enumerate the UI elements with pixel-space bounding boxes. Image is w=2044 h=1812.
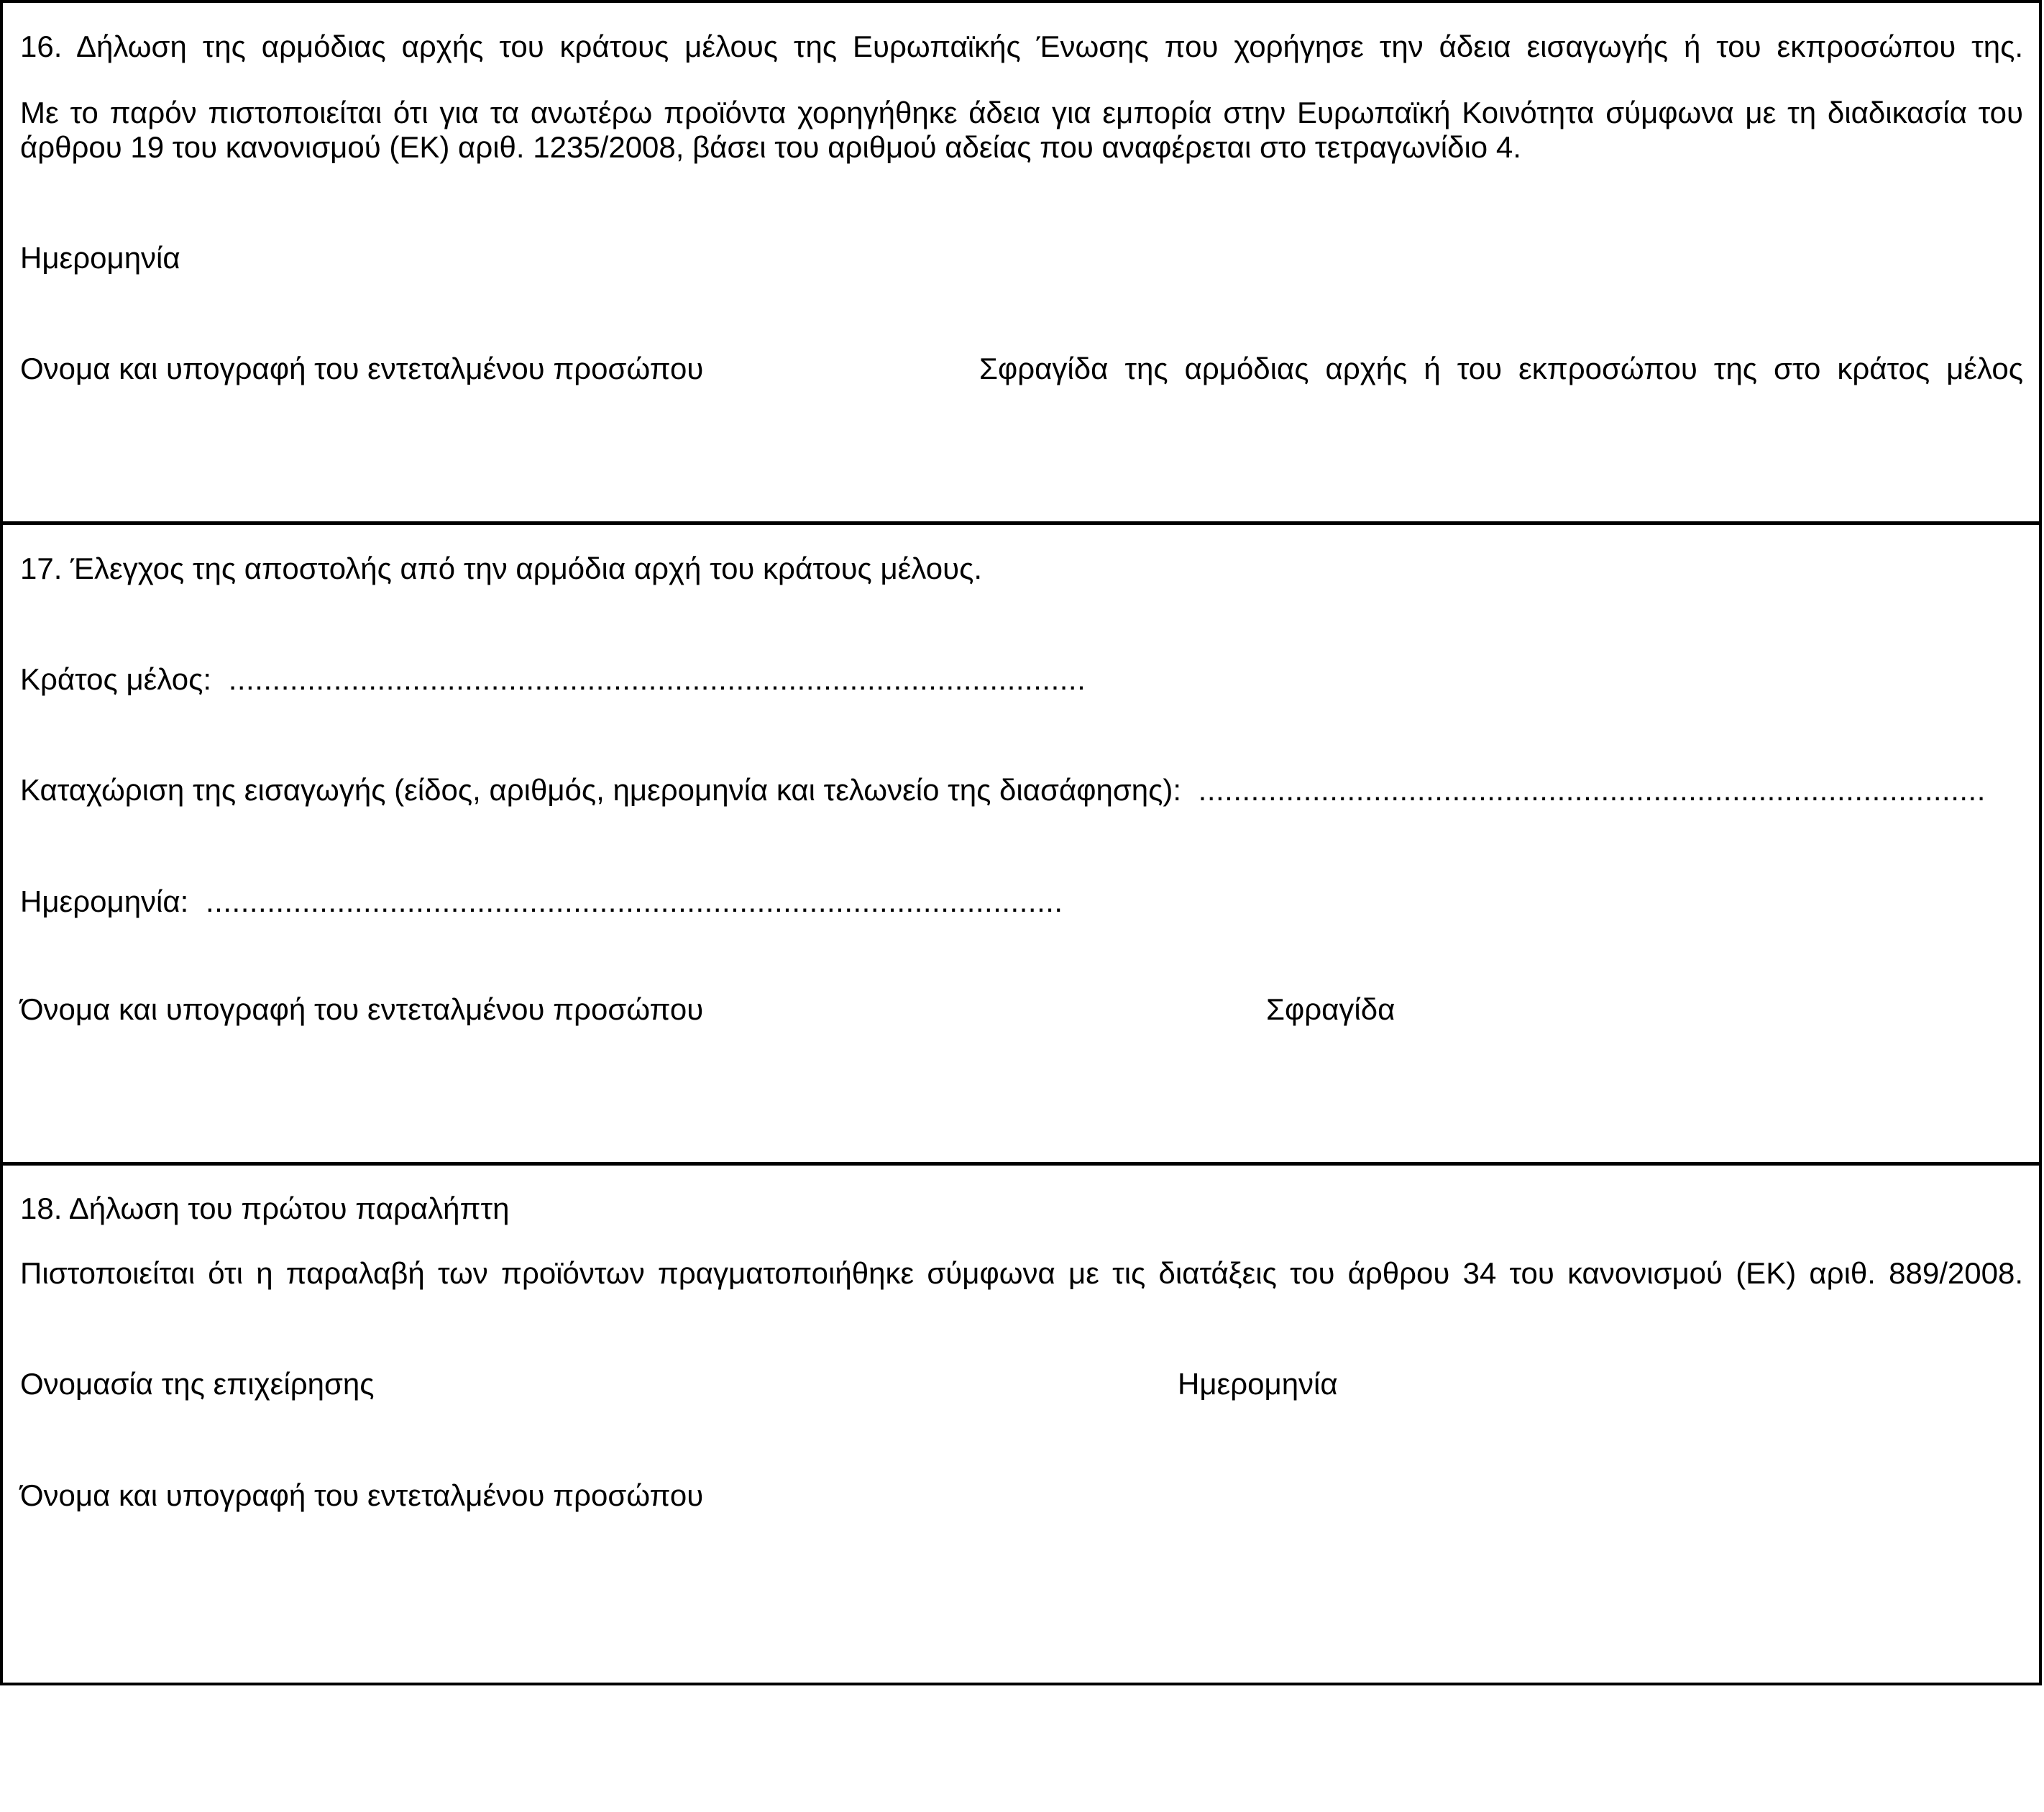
section-16-name-signature-label: Ονομα και υπογραφή του εντεταλμένου προσώπου <box>20 352 704 385</box>
section-18-statement: Πιστοποιείται ότι η παραλαβή των προϊόντων πραγματοποιήθηκε σύμφωνα με τις διατάξεις του άρθρου 34 του κανονισμού (ΕΚ) αριθ. 889/2008. <box>20 1256 2023 1290</box>
section-17-date-label: Ημερομηνία: <box>20 884 189 918</box>
import-registration-label: Καταχώριση της εισαγωγής (είδος, αριθμός, ημερομηνία και τελωνείο της διασάφησης): <box>20 773 1181 807</box>
section-17-stamp-label: Σφραγίδα <box>1266 992 1395 1026</box>
section-17-import-registration-row <box>20 772 1986 808</box>
section-18-name-signature-label: Όνομα και υπογραφή του εντεταλμένου προσώπου <box>20 1478 704 1512</box>
section-18-date-label: Ημερομηνία <box>1178 1367 1338 1401</box>
section-18-company-name-label: Ονομασία της επιχείρησης <box>20 1367 375 1401</box>
section-17-member-state-row <box>20 662 1086 697</box>
section-16-paragraph-line-1: Με το παρόν πιστοποιείται ότι για τα ανωτέρω προϊόντα χορηγήθηκε άδεια για εμπορία στην Ευρωπαϊκή Κοινότητα σύμφωνα με τη διαδικασία του <box>20 96 2023 129</box>
member-state-label: Κράτος μέλος: <box>20 662 212 696</box>
section-16-stamp-label: Σφραγίδα της αρμόδιας αρχής ή του εκπροσώπου της στο κράτος μέλος <box>979 352 2023 385</box>
section-18-title: 18. Δήλωση του πρώτου παραλήπτη <box>20 1191 510 1225</box>
section-16-title: 16. Δήλωση της αρμόδιας αρχής του κράτους μέλους της Ευρωπαϊκής Ένωσης που χορήγησε την άδεια εισαγωγής ή του εκπροσώπου της. <box>20 29 2023 63</box>
import-registration-field[interactable]: .......................................................................................... <box>1198 773 1986 807</box>
section-17-title: 17. Έλεγχος της αποστολής από την αρμόδια αρχή του κράτους μέλους. <box>20 552 982 585</box>
section-17-name-signature-label: Όνομα και υπογραφή του εντεταλμένου προσώπου <box>20 992 704 1026</box>
section-17-date-row <box>20 884 1063 920</box>
section-17-date-field[interactable]: .................................................................................................. <box>206 884 1063 918</box>
member-state-field[interactable]: .................................................................................................. <box>228 662 1086 696</box>
section-divider <box>0 1162 2042 1166</box>
section-16-date-label: Ημερομηνία <box>20 241 180 275</box>
section-16-paragraph-line-2: άρθρου 19 του κανονισμού (ΕΚ) αριθ. 1235/2008, βάσει του αριθμού αδείας που αναφέρεται στο τετραγωνίδιο 4. <box>20 130 1521 164</box>
section-divider <box>0 521 2042 525</box>
